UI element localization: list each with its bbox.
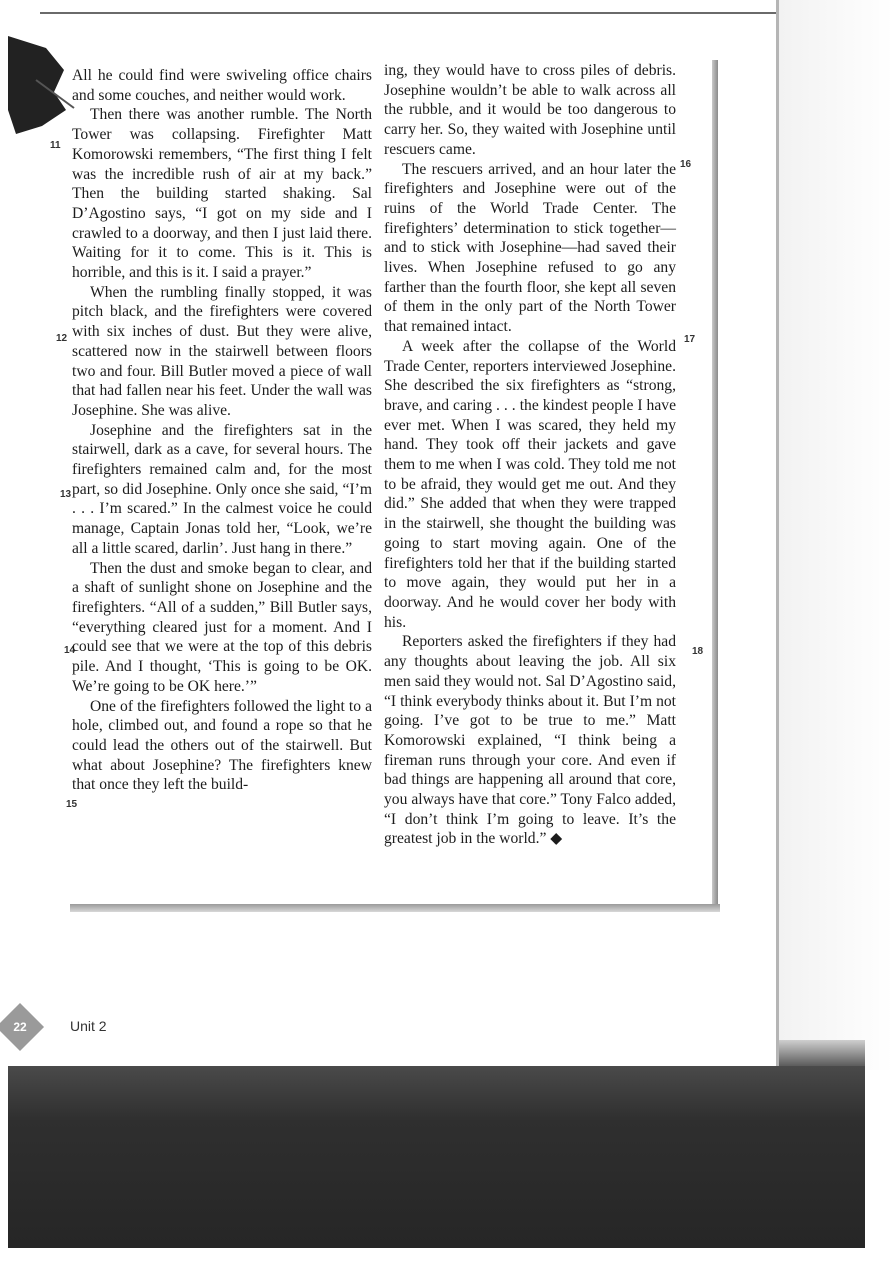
paragraph-18: Reporters asked the firefighters if they had any thoughts about leaving the job. All six men said they would not. Sal D’Agostino said, “I think everybody thinks about it. But I’m not going. I’ve got to be true to me.” Matt Komorowski explained, “I think being a fireman runs through your core. And even if bad things are happening all around that core, you always have that core.” Tony Falco added, “I don’t think I’m going to leave. It’s the greatest job in the world.” ◆ (384, 633, 676, 848)
paragraph-17: A week after the collapse of the World Trade Center, reporters interviewed Josephine. She described the six firefighters as “strong, brave, and caring . . . the kindest people I have ever met. When I was scared, they held my hand. They took off their jackets and gave them to me when I was cold. They told me not to be afraid, they would get me out. And they did.” She added that when they were trapped in the stairwell, she thought the building was going to start moving again. One of the firefighters told her that if the building started to move again, they would put her in a doorway. And he would cover her body with his. (384, 337, 676, 631)
text-column-left (72, 66, 372, 795)
text-column-right (384, 61, 676, 849)
paragraph-14: Then the dust and smoke began to clear, and a shaft of sunlight shone on Josephine and the firefighters. “All of a sudden,” Bill Butler says, “everything cleared just for a moment. And I could see that we were at the top of this debris pile. And I thought, ‘This is going to be OK. We’re going to be OK here.’” (72, 559, 372, 695)
scanner-background (8, 1066, 865, 1248)
paragraph-number-11: 11 (50, 140, 61, 151)
top-rule (40, 12, 780, 14)
paragraph-15-continued: ing, they would have to cross piles of debris. Josephine wouldn’t be able to walk across all the rubble, and it would be too dangerous to carry her. So, they waited with Josephine until rescuers came. (384, 62, 676, 158)
paragraph-number-15: 15 (66, 799, 78, 810)
unit-label: Unit 2 (70, 1018, 107, 1034)
paragraph-10-continued: All he could find were swiveling office chairs and some couches, and neither would work. (72, 67, 372, 104)
page-shadow-right (712, 60, 718, 910)
page-shadow-bottom (70, 904, 720, 912)
paragraph-number-18: 18 (692, 646, 704, 657)
torn-corner-mark (6, 30, 76, 140)
paragraph-number-13: 13 (60, 489, 72, 500)
paragraph-11: Then there was another rumble. The North Tower was collapsing. Firefighter Matt Komorowski remembers, “The first thing I felt was the incredible rush of air at my back.” Then the building started shaking. Sal D’Agostino says, “I got on my side and I crawled to a doorway, and then I just laid there. Waiting for it to come. This is it. This is horrible, and this is it. I said a prayer.” (72, 106, 372, 282)
paragraph-16: The rescuers arrived, and an hour later the firefighters and Josephine were out of the ruins of the World Trade Center. The firefighters’ determination to stick together—and to stick with Josephine—had saved their lives. When Josephine refused to go any farther than the fourth floor, she kept all seven of them in the only part of the North Tower that remained intact. (384, 160, 676, 336)
paragraph-15: One of the firefighters followed the light to a hole, climbed out, and found a rope so that he could lead the others out of the stairwell. But what about Josephine? The firefighters knew that once they left the build- (72, 697, 372, 794)
paragraph-13: Josephine and the firefighters sat in the stairwell, dark as a cave, for several hours. The firefighters remained calm and, for the most part, so did Josephine. Only once she said, “I’m . . . I’m scared.” In the calmest voice he could manage, Captain Jonas told her, “Look, we’re all a little scared, darlin’. Just hang in there.” (72, 421, 372, 557)
page-edge (776, 0, 779, 1070)
paragraph-number-16: 16 (680, 159, 692, 170)
paragraph-12: When the rumbling finally stopped, it was pitch black, and the firefighters were covered with six inches of dust. But they were alive, scattered now in the stairwell between floors two and four. Bill Butler moved a piece of wall that had fallen near his feet. Under the wall was Josephine. She was alive. (72, 283, 372, 419)
paragraph-number-12: 12 (56, 333, 68, 344)
paragraph-number-14: 14 (64, 645, 76, 656)
scan-gutter (779, 0, 893, 1070)
paragraph-number-17: 17 (684, 334, 696, 345)
page-number: 22 (13, 1020, 27, 1034)
